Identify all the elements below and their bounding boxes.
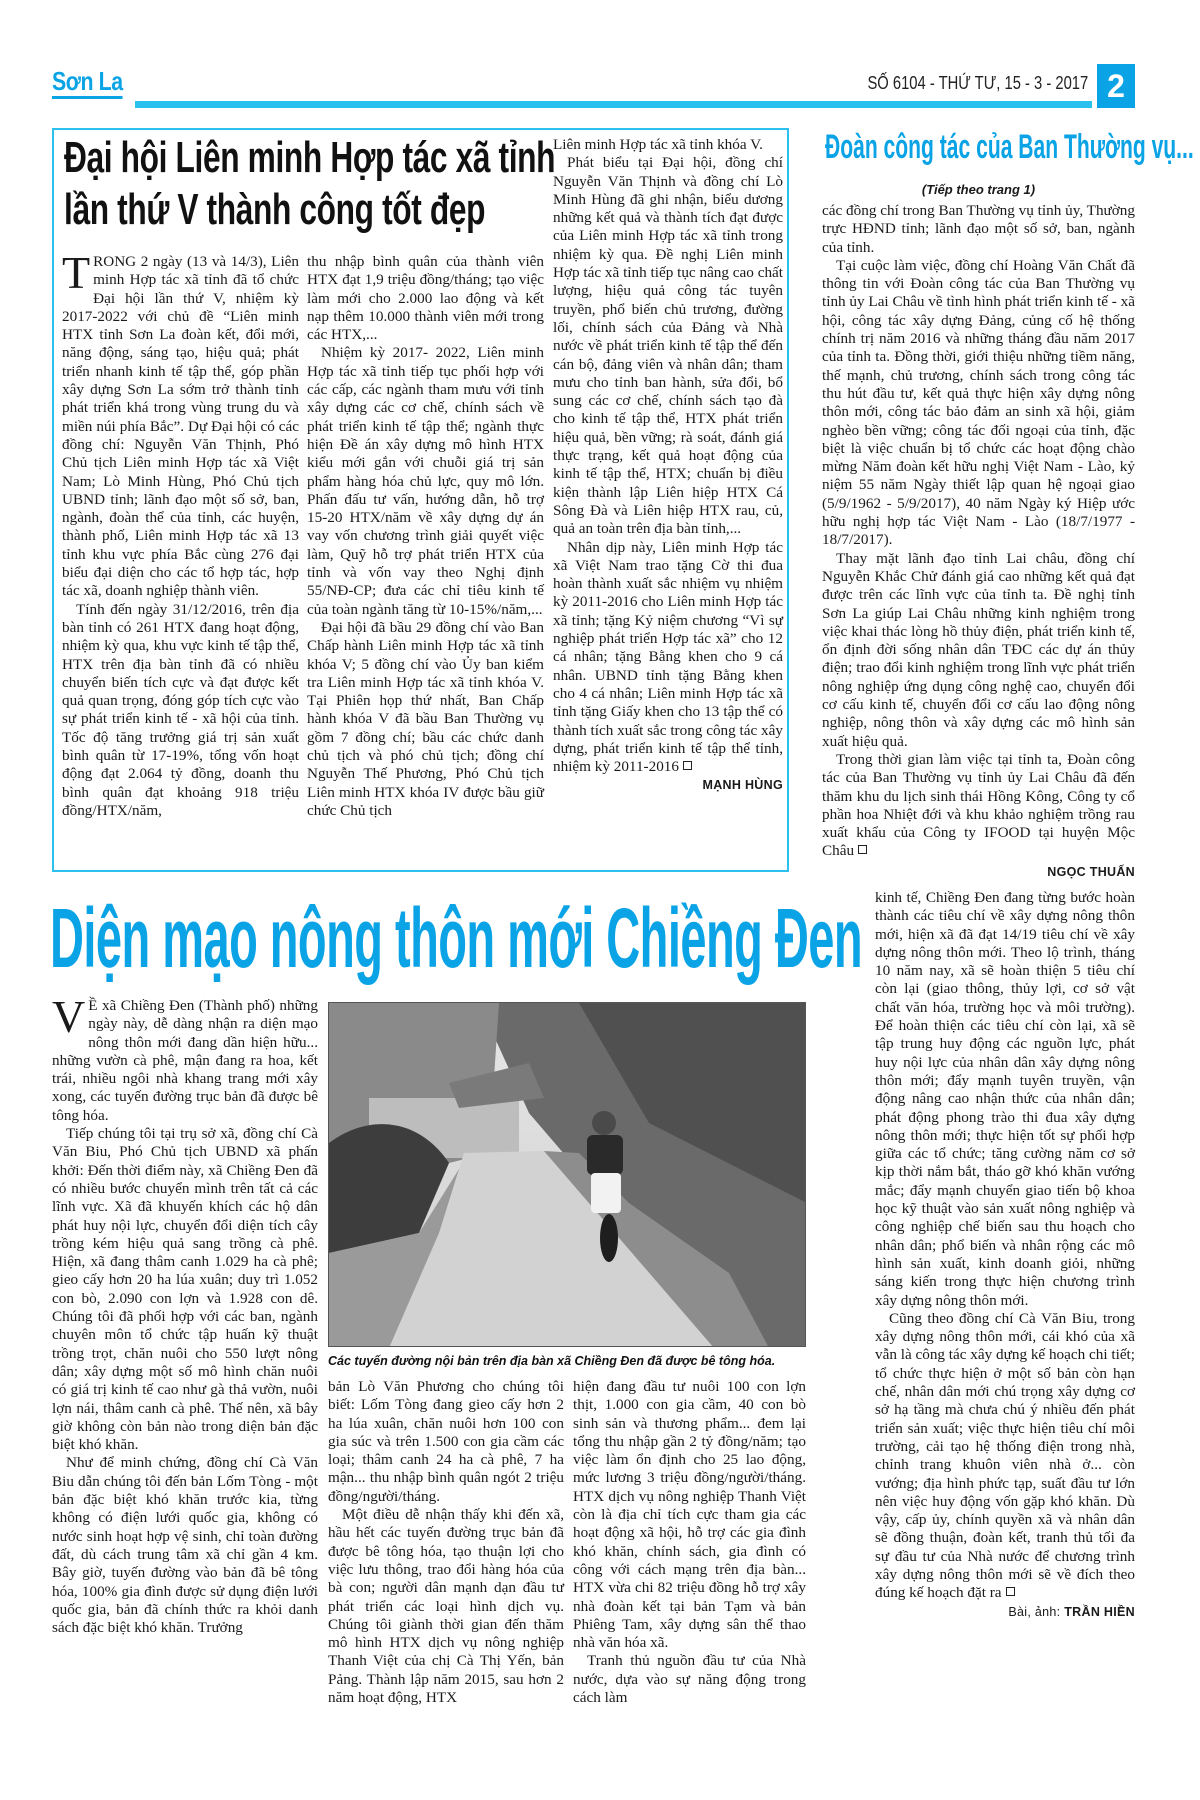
end-mark-icon xyxy=(858,845,867,854)
paragraph: bản Lò Văn Phương cho chúng tôi biết: Lốm Tòng đang gieo cấy hơn 2 ha lúa xuân, chăn nuôi hơn 100 con gia súc và trên 1.500 con gia cầm các loại; thâm canh 24 ha cà phê, 7 ha mận... thu nhập bình quân ngót 2 triệu đồng/người/tháng. xyxy=(328,1378,564,1505)
paragraph: Nhiệm kỳ 2017- 2022, Liên minh Hợp tác xã tỉnh tiếp tục phối hợp với các cấp, các ngành tham mưu với tỉnh xây dựng các cơ chế, chính sách về phát triển kinh tế tập thể; ngành thực hiện Đề án xây dựng mô hình HTX kiểu mới gắn với chuỗi giá trị sản phẩm hàng hóa chủ lực, quy mô lớn. Phấn đấu tư vấn, hướng dẫn, hỗ trợ 15-20 HTX/năm về xây dựng dự án vay vốn chương trình giải quyết việc làm, Quỹ hỗ trợ phát triển HTX của tỉnh và vốn vay theo Nghị định 55/NĐ-CP; đưa các chỉ tiêu kinh tế của toàn ngành tăng từ 10-15%/năm,... xyxy=(307,344,544,618)
paragraph: Cũng theo đồng chí Cà Văn Biu, trong xây dựng nông thôn mới, cái khó của xã vẫn là công tác xây dựng kế hoạch chi tiết; tổ chức thực hiện ở một số bản còn hạn chế, nhân dân mới chú trọng xây dựng cơ sở hạ tầng mà chưa chú ý nhiều đến phát triển sản xuất; việc thực hiện tiêu chí môi trường, cải tạo hệ thống điện trong nhà, chỉnh trang khuôn viên nhà ở... còn vướng; địa hình phức tạp, suất đầu tư lớn nên việc huy động vốn gặp khó khăn. Dù vậy, cấp ủy, chính quyền xã và nhân dân sẽ đồng thuận, đoàn kết, tranh thủ tối đa sự đầu tư của Nhà nước để chương trình xây dựng nông thôn mới sẽ về đích theo đúng kế hoạch đặt ra xyxy=(875,1309,1135,1602)
photo-caption: Các tuyến đường nội bản trên địa bàn xã Chiềng Đen đã được bê tông hóa. xyxy=(328,1354,776,1368)
paragraph: kinh tế, Chiềng Đen đang từng bước hoàn thành các tiêu chí về xây dựng nông thôn mới, hiện xã đã đạt 14/19 tiêu chí về xây dựng nông thôn mới. Theo lộ trình, tháng 10 năm nay, xã sẽ hoàn thiện 5 tiêu chí còn lại (giao thông, thủy lợi, cơ sở vật chất văn hóa, trường học và môi trường). Để hoàn thiện các tiêu chí còn lại, xã sẽ tập trung huy động các nguồn lực, phát huy nội lực của nhân dân xây dựng nông thôn mới; đẩy mạnh tuyên truyền, vận động nâng cao nhận thức của nhân dân; phát động phong trào thi đua xây dựng nông thôn mới; thực hiện tốt sự phối hợp giữa các tổ chức; tăng cường năm cơ sở kịp thời nắm bắt, tháo gỡ khó khăn vướng mắc; đẩy mạnh chuyển giao tiến bộ khoa học kỹ thuật vào sản xuất nông nghiệp và công nghiệp chế biến sau thu hoạch cho nhân dân; phổ biến và nhân rộng các mô hình sản xuất, kinh doanh giỏi, những sáng kiến trong thực hiện chương trình xây dựng nông thôn mới. xyxy=(875,889,1135,1309)
byline-prefix: Bài, ảnh: xyxy=(1008,1604,1061,1619)
paragraph: Nhân dịp này, Liên minh Hợp tác xã Việt Nam trao tặng Cờ thi đua hoàn thành xuất sắc nhiệm vụ nhiệm kỳ 2011-2016 cho Liên minh Hợp tác xã tỉnh; tặng Kỷ niệm chương “Vì sự nghiệp phát triển Hợp tác xã” cho 12 cá nhân; tặng Bằng khen cho 9 cá nhân. UBND tỉnh tặng Bằng khen cho 4 cá nhân; Liên minh Hợp tác xã tỉnh tặng Giấy khen cho 13 tập thể có thành tích xuất sắc trong công tác xây dựng, phát triển kinh tế tập thể tỉnh, nhiệm kỳ 2011-2016 xyxy=(553,538,783,776)
dropcap: V xyxy=(52,991,86,1042)
article1-title-line2: lần thứ V thành công tốt đẹp xyxy=(64,185,486,234)
byline: MẠNH HÙNG xyxy=(702,778,783,793)
issue-date: SỐ 6104 - THỨ TƯ, 15 - 3 - 2017 xyxy=(867,73,1088,93)
byline xyxy=(875,1603,1135,1621)
article2-col3 xyxy=(573,1378,806,1707)
paragraph: Một điều dễ nhận thấy khi đến xã, hầu hết các tuyến đường trục bản đã được bê tông hóa, tạo thuận lợi cho việc lưu thông, trao đổi hàng hóa của bà con; người dân mạnh dạn đầu tư phát triển các loại hình dịch vụ. Chúng tôi giành thời gian đến thăm mô hình HTX dịch vụ nông nghiệp Thanh Việt của chị Cà Thị Yến, bản Pảng. Thành lập năm 2015, sau hơn 2 năm hoạt động, HTX xyxy=(328,1506,564,1707)
paragraph: Trong thời gian làm việc tại tỉnh ta, Đoàn công tác của Ban Thường vụ tỉnh ủy Lai Châu đã đến thăm khu du lịch sinh thái Hồng Kông, Công ty cổ phần hoa Nhiệt đới và khu khảo nghiệm trồng rau xuất khẩu của Công ty IFOOD tại huyện Mộc Châu xyxy=(822,750,1135,860)
paragraph: Như để minh chứng, đồng chí Cà Văn Biu dẫn chúng tôi đến bản Lốm Tòng - một bản đặc biệt khó khăn trước kia, từng không có điện lưới quốc gia, không có nước sinh hoạt hợp vệ sinh, chỉ toàn đường đất, dù cách trung tâm xã chỉ gần 4 km. Bây giờ, tuyến đường vào bản đã bê tông hóa, 100% gia đình được sử dụng điện lưới quốc gia, bản đã chính thức ra khỏi danh sách đặc biệt khó khăn. Trưởng xyxy=(52,1454,318,1637)
article2-col4 xyxy=(875,889,1135,1621)
article2-photo xyxy=(328,1002,806,1347)
road-motorbike-photo xyxy=(329,1003,806,1347)
byline: NGỌC THUẤN xyxy=(1047,864,1135,879)
paragraph: RONG 2 ngày (13 và 14/3), Liên minh Hợp tác xã tỉnh đã tổ chức Đại hội lần thứ V, nhiệm kỳ 2017-2022 với chủ đề “Liên minh HTX tỉnh Sơn La đoàn kết, đổi mới, năng động, sáng tạo, hiệu quả; phát triển nhanh kinh tế tập thể, góp phần xây dựng Sơn La sớm trở thành tỉnh phát triển khá trong vùng trung du và miền núi phía Bắc”. Dự Đại hội có các đồng chí: Nguyễn Văn Thịnh, Phó Chủ tịch Liên minh Hợp tác xã Việt Nam; Lò Minh Hùng, Phó Chủ tịch UBND tỉnh; lãnh đạo một số sở, ban, ngành, đoàn thể của tỉnh, các huyện, thành phố, Liên minh Hợp tác xã 13 tỉnh khu vực phía Bắc cùng 276 đại biểu đại diện cho các tổ hợp tác, hợp tác xã, doanh nghiệp thành viên. xyxy=(62,253,299,600)
end-mark-icon xyxy=(1006,1587,1015,1596)
article1-col2 xyxy=(307,253,544,820)
page-number-badge: 2 xyxy=(1097,64,1135,108)
article-right-subtitle: (Tiếp theo trang 1) xyxy=(921,182,1036,197)
article2-title: Diện mạo nông thôn mới Chiềng Đen xyxy=(50,891,863,985)
article-right-body xyxy=(822,202,1135,881)
byline-author: TRẦN HIỀN xyxy=(1064,1604,1135,1619)
paragraph: Tiếp chúng tôi tại trụ sở xã, đồng chí Cà Văn Biu, Phó Chủ tịch UBND xã phấn khởi: Đến thời điểm này, xã Chiềng Đen đã có nhiều bước chuyển mình trên tất cả các lĩnh vực. Xã đã khuyến khích các hộ dân phát huy nội lực, chuyển đổi diện tích cây trồng kém hiệu quả sang trồng cà phê. Hiện, xã đang thâm canh 1.029 ha cà phê; gieo cấy hơn 20 ha lúa xuân; duy trì 1.052 con bò, 2.090 con lợn và 1.928 con dê. Chúng tôi đã phối hợp với các ban, ngành chuyên môn tổ chức tập huấn kỹ thuật trồng trọt, chăn nuôi cho 550 lượt nông dân; xây dựng một số mô hình chăn nuôi có giá trị kinh tế cao như gà thả vườn, nuôi lợn nái, thâm canh cà phê. Thế nên, xã bây giờ không còn bản nào trong diện bản đặc biệt khó khăn. xyxy=(52,1125,318,1454)
article1-col3 xyxy=(553,136,783,795)
paragraph: hiện đang đầu tư nuôi 100 con lợn thịt, 1.000 con gia cầm, 40 con bò sinh sản và thương phẩm... đem lại tổng thu nhập gần 2 tỷ đồng/năm; tạo việc làm ổn định cho 25 lao động, mức lương 3 triệu đồng/người/tháng. HTX dịch vụ nông nghiệp Thanh Việt còn là địa chỉ tích cực tham gia các hoạt động xã hội, hỗ trợ các gia đình khó khăn, chính sách, gia đình có công với cách mạng trên địa bàn... HTX vừa chi 82 triệu đồng hỗ trợ xây nhà đoàn kết tại bản Tạm và bản Phiêng Tam, xây dựng sân thể thao nhà văn hóa xã. xyxy=(573,1378,806,1652)
article1-col1 xyxy=(62,247,299,820)
paragraph: Tranh thủ nguồn đầu tư của Nhà nước, dựa vào sự năng động trong cách làm xyxy=(573,1652,806,1707)
header-rule xyxy=(135,101,1092,108)
paragraph: thu nhập bình quân của thành viên HTX đạt 1,9 triệu đồng/tháng; tạo việc làm mới cho 2.000 lao động và kết nạp thêm 10.000 thành viên mới trong các HTX,... xyxy=(307,253,544,344)
paragraph: Liên minh Hợp tác xã tỉnh khóa V. xyxy=(553,136,763,153)
end-mark-icon xyxy=(683,761,692,770)
section-name: Sơn La xyxy=(52,66,123,99)
article-right-title: Đoàn công tác của Ban Thường vụ... xyxy=(825,128,1194,166)
paragraph: Đại hội đã bầu 29 đồng chí vào Ban Chấp hành Liên minh Hợp tác xã tỉnh khóa V; 5 đồng chí vào Ủy ban kiểm tra Liên minh Hợp tác xã tỉnh khóa V. Tại Phiên họp thứ nhất, Ban Chấp hành khóa V đã bầu Ban Thường vụ gồm 7 đồng chí; bầu các chức danh chủ tịch và phó chủ tịch; đồng chí Nguyễn Thế Phương, Phó Chủ tịch Liên minh HTX khóa IV được bầu giữ chức Chủ tịch xyxy=(307,618,544,819)
paragraph: Ề xã Chiềng Đen (Thành phố) những ngày này, dễ dàng nhận ra diện mạo nông thôn mới đang dần hiện hữu... những vườn cà phê, mận đang ra hoa, kết trái, nhiều ngôi nhà khang trang mới xây xong, các tuyến đường trục bản đã được bê tông hóa. xyxy=(52,997,318,1124)
article1-title-line1: Đại hội Liên minh Hợp tác xã tỉnh xyxy=(64,133,556,182)
article2-col1 xyxy=(52,991,318,1637)
article2-col2 xyxy=(328,1378,564,1707)
dropcap: T xyxy=(62,247,91,298)
paragraph: Thay mặt lãnh đạo tỉnh Lai châu, đồng chí Nguyễn Khắc Chử đánh giá cao những kết quả đạt được trên các lĩnh vực của tỉnh ta. Đề nghị tỉnh Sơn La giúp Lai Châu những kinh nghiệm trong việc khai thác lòng hồ thủy điện, phát triển kinh tế, ổn định đời sống nhân dân TĐC các dự án thủy điện; trao đổi kinh nghiệm trong lĩnh vực phát triển nông nghiệp ứng dụng công nghệ cao, chuyển đổi cơ cấu kinh tế, chuyển đổi cơ cấu lao động nông nghiệp, nông thôn và xây dựng các mô hình sản xuất hiệu quả. xyxy=(822,549,1135,750)
paragraph: Tại cuộc làm việc, đồng chí Hoàng Văn Chất đã thông tin với Đoàn công tác của Ban Thường vụ tỉnh ủy Lai Châu về tình hình phát triển kinh tế - xã hội, công tác xây dựng Đảng, củng cố hệ thống chính trị năm 2016 và những tháng đầu năm 2017 của tỉnh ta. Đồng thời, giới thiệu những tiềm năng, thế mạnh, chủ trương, chính sách trong công tác thu hút đầu tư, kết quả thực hiện xây dựng nông thôn mới, công tác bảo đảm an sinh xã hội, giảm nghèo bền vững; công tác đối ngoại của tỉnh, đặc biệt là việc chuẩn bị tổ chức các hoạt động chào mừng Năm đoàn kết hữu nghị Việt Nam - Lào, kỷ niệm 55 năm Ngày thiết lập quan hệ ngoại giao (5/9/1962 - 5/9/2017), 40 năm Ngày ký Hiệp ước hữu nghị hợp tác Việt Nam - Lào (18/7/1977 - 18/7/2017). xyxy=(822,256,1135,549)
paragraph: Tính đến ngày 31/12/2016, trên địa bàn tỉnh có 261 HTX đang hoạt động, nhiệm kỳ qua, khu vực kinh tế tập thể, HTX trên địa bàn tỉnh đã có nhiều chuyển biến tích cực và đạt được kết quả quan trọng, đóng góp tích cực vào sự phát triển kinh tế - xã hội của tỉnh. Tốc độ tăng trưởng giá trị sản xuất bình quân từ 17-19%, tổng vốn hoạt động đạt 2.064 tỷ đồng, doanh thu bình quân đạt khoảng 918 triệu đồng/HTX/năm, xyxy=(62,600,299,819)
paragraph: các đồng chí trong Ban Thường vụ tỉnh ủy, Thường trực HĐND tỉnh; lãnh đạo một số sở, ban, ngành của tỉnh. xyxy=(822,202,1135,256)
paragraph: Phát biểu tại Đại hội, đồng chí Nguyễn Văn Thịnh và đồng chí Lò Minh Hùng đã ghi nhận, biểu dương những kết quả và thành tích đạt được của Liên minh Hợp tác xã tỉnh trong nhiệm kỳ qua. Đề nghị Liên minh Hợp tác xã tỉnh tiếp tục nâng cao chất lượng, hiệu quả công tác tuyên truyền, phổ biến chủ trương, đường lối, chính sách của Đảng và Nhà nước về phát triển kinh tế tập thể đến cán bộ, đảng viên và nhân dân; tham mưu cho tỉnh ban hành, sửa đổi, bổ sung các cơ chế, chính sách tạo đà cho kinh tế tập thể, HTX phát triển hiệu quả, bền vững; rà soát, đánh giá thực trạng, kết quả hoạt động của kinh tế tập thể, HTX; chuẩn bị điều kiện thành lập Liên hiệp HTX Cá Sông Đà và Liên hiệp HTX rau, củ, quả an toàn trên địa bàn tỉnh,... xyxy=(553,154,783,538)
